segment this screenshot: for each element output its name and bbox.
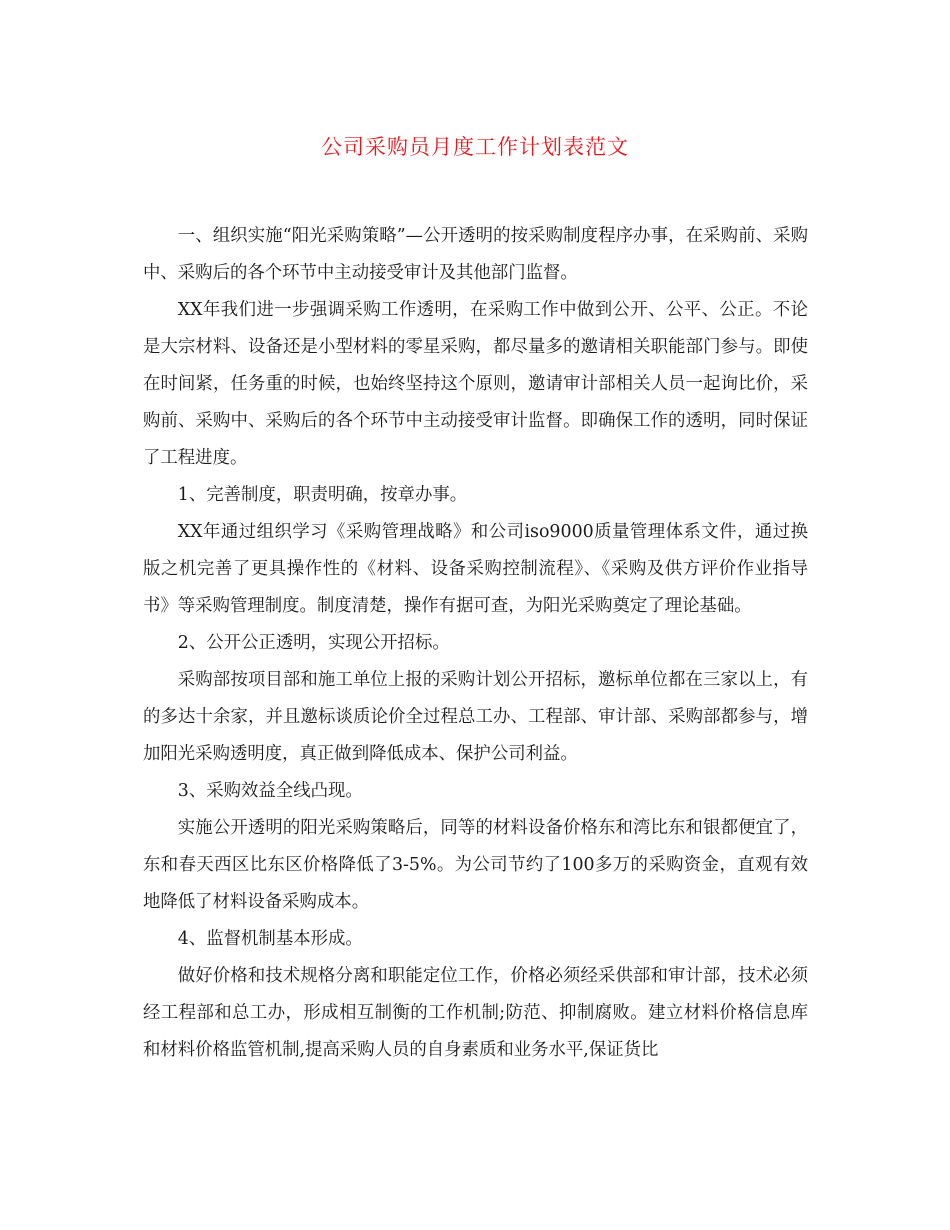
paragraph-section-2: 采购部按项目部和施工单位上报的采购计划公开招标，邀标单位都在三家以上，有的多达十余家，并且邀标谈质论价全过程总工办、工程部、审计部、采购部都参与，增加阳光采购透明度，真正做到降低成本、保护公司利益。 bbox=[143, 670, 808, 764]
paragraph-section-1: XX年通过组织学习《采购管理战略》和公司iso9000质量管理体系文件，通过换版之机完善了更具操作性的《材料、设备采购控制流程》、《采购及供方评价作业指导书》等采购管理制度。制度清楚，操作有据可查，为阳光采购奠定了理论基础。 bbox=[143, 522, 808, 616]
paragraph-section-3: 实施公开透明的阳光采购策略后，同等的材料设备价格东和湾比东和银都便宜了，东和春天西区比东区价格降低了3-5%。为公司节约了100多万的采购资金，直观有效地降低了材料设备采购成本。 bbox=[143, 818, 808, 912]
section-heading-4: 4、监督机制基本形成。 bbox=[177, 929, 363, 949]
paragraph-section-4: 做好价格和技术规格分离和职能定位工作，价格必须经采供部和审计部，技术必须经工程部和总工办，形成相互制衡的工作机制;防范、抑制腐败。建立材料价格信息库和材料价格监管机制,提高采购人员的自身素质和业务水平,保证货比 bbox=[143, 966, 808, 1060]
section-heading-3: 3、采购效益全线凸现。 bbox=[177, 781, 363, 801]
section-heading-1: 1、完善制度，职责明确，按章办事。 bbox=[177, 485, 468, 505]
section-heading-2: 2、公开公正透明，实现公开招标。 bbox=[177, 633, 450, 653]
document-body bbox=[143, 218, 808, 1069]
page-title: 公司采购员月度工作计划表范文 bbox=[321, 135, 629, 159]
paragraph-transparency: XX年我们进一步强调采购工作透明，在采购工作中做到公开、公平、公正。不论是大宗材料、设备还是小型材料的零星采购，都尽量多的邀请相关职能部门参与。即使在时间紧，任务重的时候，也始终坚持这个原则，邀请审计部相关人员一起询比价，采购前、采购中、采购后的各个环节中主动接受审计监督。即确保工作的透明，同时保证了工程进度。 bbox=[143, 300, 808, 468]
paragraph-intro: 一、组织实施“阳光采购策略”—公开透明的按采购制度程序办事，在采购前、采购中、采购后的各个环节中主动接受审计及其他部门监督。 bbox=[143, 226, 808, 283]
